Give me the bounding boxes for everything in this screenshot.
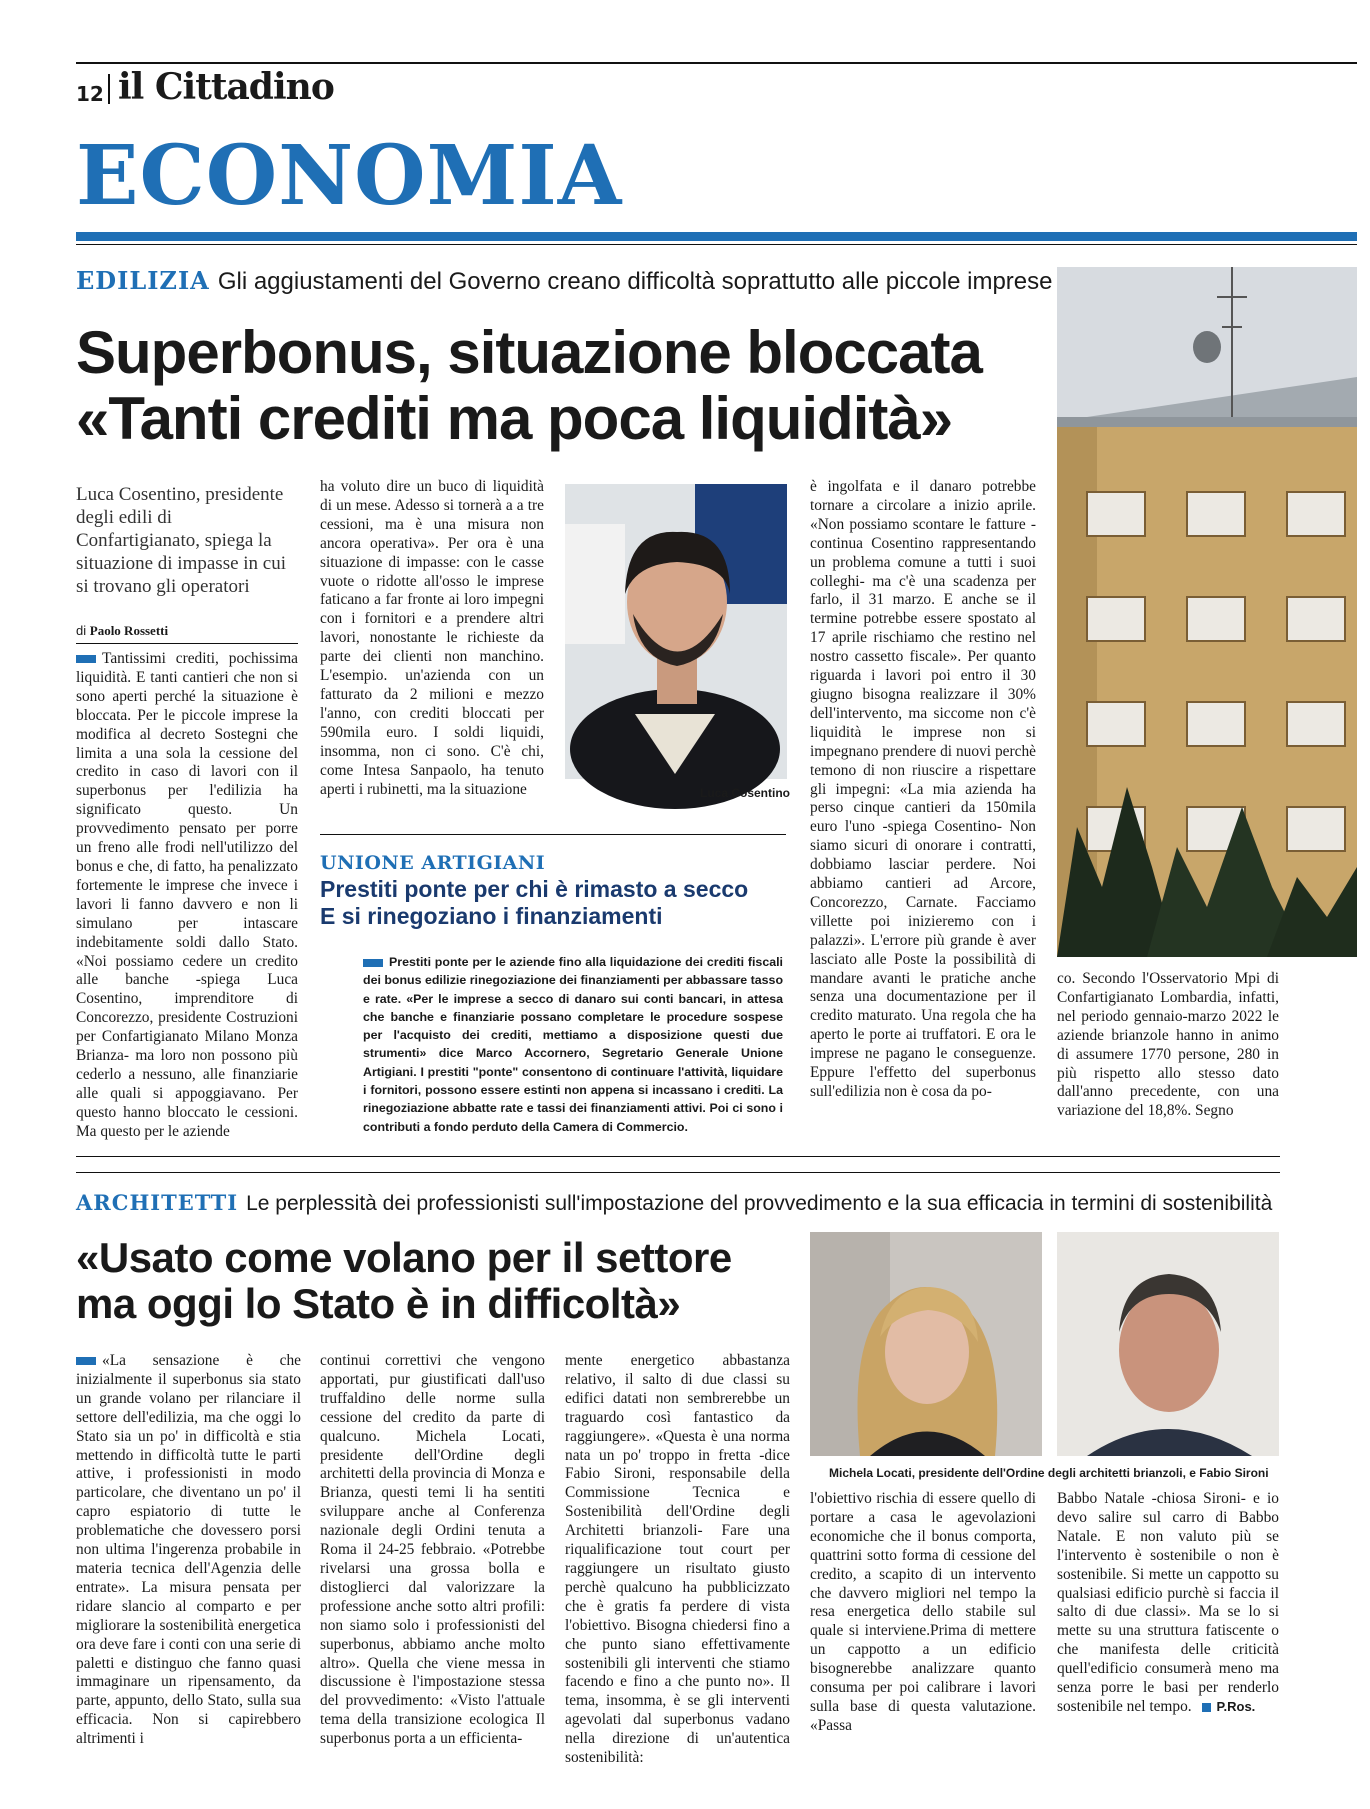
byline-author: Paolo Rossetti <box>89 623 169 638</box>
article1-summary: Luca Cosentino, presidente degli edili di Confartigianato, spiega la situazione di impasse in cui si trovano gli operatori <box>76 484 287 597</box>
article2-column-5 <box>1057 1490 1279 1792</box>
sidebar-text-body: Prestiti ponte per le aziende fino alla liquidazione dei crediti fiscali dei bonus edilizie rinegoziazione dei finanziamenti per abbassare tasso e rate. «Per le imprese a secco di danaro sui conti bancari, in attesa che banche e finanziarie possano completare le procedure sospese per l'acquisto dei crediti, mettiamo a disposizione questi due strumenti» dice Marco Accornero, Segretario Generale Unione Artigiani. I prestiti "ponte" consentono di continuare l'attività, liquidare i fornitori, possono essere estinti non appena si incassano i crediti. La rinegoziazione abbatte rate e tassi dei finanziamenti attivi. Poi ci sono i contributi a fondo perduto della Camera di Commercio. <box>363 955 784 1134</box>
article2-col5-text: Babbo Natale -chiosa Sironi- e io devo salire sul carro di Babbo Natale. E non valuto più se l'intervento è sostenibile o non è sostenibile. Si mette un cappotto su qualsiasi edificio purchè si faccia il salto di due classi». Ma se lo si mette su una struttura fatiscente o che manifesta delle criticità quell'edificio consumerà meno ma senza porre le basi per renderlo sostenibile nel tempo. <box>1057 1490 1279 1715</box>
article2-kicker-label: ARCHITETTI <box>76 1190 239 1215</box>
article1-kicker-label: EDILIZIA <box>76 266 210 295</box>
sidebar-text <box>363 953 784 1134</box>
sidebar-title-line2: E si rinegoziano i finanziamenti <box>320 903 663 929</box>
article2-column-4 <box>810 1490 1036 1792</box>
article2-column-3 <box>565 1352 790 1792</box>
article1-byline <box>76 623 168 639</box>
article1-kicker <box>76 266 1052 296</box>
article2-lead-marker <box>76 1357 96 1365</box>
article2-signature: P.Ros. <box>1216 1698 1256 1714</box>
signature-marker <box>1202 1703 1211 1712</box>
article2-headline-line2: ma oggi lo Stato è in difficoltà» <box>76 1280 681 1327</box>
article1-headline-line2: «Tanti crediti ma poca liquidità» <box>76 385 953 452</box>
page-number: 12 <box>76 82 104 106</box>
article1-col4-text: co. Secondo l'Osservatorio Mpi di Confartigianato Lombardia, infatti, nel periodo gennaio-marzo 2022 le aziende brianzole hanno in animo di assumere 1770 persone, 280 in più rispetto allo stesso dato dall'anno precedente, con una variazione del 18,8%. Segno <box>1057 970 1279 1120</box>
article2-col3-text: mente energetico abbastanza relativo, il salto di due classi su edifici datati non sembrerebbe un traguardo così fantastico da raggiungere». «Questa è una norma nata un po' troppo in fretta -dice Fabio Sironi, responsabile della Commissione Tecnica e Sostenibilità dell'Ordine degli Architetti brianzoli- Fare una riqualificazione tout court per raggiungere un risultato giusto perchè qualcuno ha pubblicizzato che è gratis fa perdere di vista l'obiettivo. Bisogna chiedersi fino a che punto siano effettivamente sostenibili gli interventi che stiamo facendo e fino a che punto no». Il tema, insomma, è se gli interventi agevolati dal superbonus vadano nella direzione di un'autentica sostenibilità: <box>565 1352 790 1767</box>
sidebar-kicker: UNIONE ARTIGIANI <box>320 852 546 874</box>
article2-kicker-text: Le perplessità dei professionisti sull'impostazione del provvedimento e la sua efficacia in termini di sostenibilità <box>246 1192 1273 1215</box>
newspaper-name: il Cittadino <box>118 66 334 108</box>
article2-column-2 <box>320 1352 545 1792</box>
cosentino-photo <box>565 484 787 779</box>
sironi-photo <box>1057 1232 1279 1456</box>
article1-column-1 <box>76 650 298 1140</box>
building-photo <box>1057 267 1357 957</box>
sidebar-title <box>320 876 748 930</box>
cosentino-caption: Luca Cosentino <box>700 786 791 800</box>
article1-headline <box>76 320 1036 452</box>
article2-col1-text: «La sensazione è che inizialmente il superbonus sia stato un grande volano per rilanciare il settore dell'edilizia, ma che oggi lo Stato sia un po' in difficoltà e stia mettendo in difficoltà tutte le parti attive, i professionisti in modo particolare, che diventano un po' il capro espiatorio di tutte le problematiche che dovessero porsi non ultima l'ingerenza probabile in materia tecnica dell'Agenzia delle entrate». La misura pensata per ridare slancio al comparto e per migliorare la sostenibilità energetica ora deve fare i conti con una serie di paletti e distinguo che fanno quasi immaginare un ripensamento, da parte, appunto, dello Stato, sulla sua efficacia. Non si capirebbero altrimenti i <box>76 1352 301 1748</box>
section-title: ECONOMIA <box>76 128 623 224</box>
article2-col2-text: continui correttivi che vengono apportati, pur giustificati dall'uso truffaldino delle norme sulla cessione del credito da parte di qualcuno. Michela Locati, presidente dell'Ordine degli architetti della provincia di Monza e Brianza, questi temi li ha sentiti sviluppare anche al Conferenza nazionale degli Ordini tenuta a Roma il 24-25 febbraio. «Potrebbe rivelarsi una grossa bolla e distoglierci dal valorizzare la professione anche sotto altri profili: non siamo solo i professionisti del superbonus, abbiamo anche molto altro». Quella che viene messa in discussione è l'impostazione stessa del provvedimento: «Visto l'attuale tema della transizione ecologica Il superbonus porta a un efficienta- <box>320 1352 545 1748</box>
architects-caption: Michela Locati, presidente dell'Ordine degli architetti brianzoli, e Fabio Sironi <box>829 1466 1269 1480</box>
article1-col3-text: è ingolfata e il danaro potrebbe tornare a circolare a inizio aprile. «Non possiamo scontare le fatture -continua Cosentino rappresentando un problema comune a tutti i suoi colleghi- ma c'è una scadenza per farlo, il 31 marzo. E anche se il termine potrebbe essere spostato al 17 aprile rischiamo che restino nel nostro cassetto fiscale». Per quanto riguarda i lavori poi entro il 30 giugno bisogna realizzare il 30% dell'intervento, ma siccome non c'è liquidità le imprese non si impegnano prendere di nuovi perchè temono di non riuscire a rispettare gli impegni: «La mia azienda ha perso cinque cantieri da 150mila euro l'uno -spiega Cosentino- Non siamo sicuri di onorare i contratti, dobbiamo lasciar perdere. Noi abbiamo cantieri ad Arcore, Concorezzo, Carnate. Facciamo villette poi inizieremo con i palazzi». L'errore più grande è aver lasciato alle Poste la possibilità di mandare avanti le pratiche anche senza una documentazione per il credito maturato. Una regola che ha aperto le porte ai truffatori. E ora le imprese ne pagano le conseguenze. Eppure l'effetto del superbonus sull'edilizia non è cosa da po- <box>810 478 1036 1100</box>
article1-kicker-text: Gli aggiustamenti del Governo creano difficoltà soprattutto alle piccole imprese <box>217 268 1053 295</box>
locati-photo <box>810 1232 1042 1456</box>
section-rule <box>76 232 1357 241</box>
sidebar-lead-marker <box>363 959 383 967</box>
article2-column-1 <box>76 1352 301 1792</box>
article1-column-3 <box>810 478 1036 1122</box>
lead-marker <box>76 655 96 663</box>
article1-column-2 <box>320 478 544 811</box>
article2-headline-line1: «Usato come volano per il settore <box>76 1234 732 1281</box>
article1-headline-line1: Superbonus, situazione bloccata <box>76 319 982 386</box>
article2-headline <box>76 1235 796 1327</box>
article2-col4-text: l'obiettivo rischia di essere quello di portare a casa le agevolazioni economiche che il bonus comporta, quattrini sotto forma di cessione del credito, a scapito di un intervento che davvero migliori nel tempo la resa energetica dello stabile sul quale si interviene.Prima di mettere un cappotto a un edificio bisognerebbe analizzare quanto consuma per poi calibrare i lavori sulla base di questa valutazione. «Passa <box>810 1490 1036 1734</box>
article2-kicker <box>76 1190 1272 1216</box>
byline-prefix: di <box>76 623 87 638</box>
sidebar-title-line1: Prestiti ponte per chi è rimasto a secco <box>320 876 749 902</box>
article1-col2-text: ha voluto dire un buco di liquidità di un mese. Adesso si tornerà a a tre cessioni, ma è una misura non ancora operativa». Per ora è una situazione di impasse: con le casse vuote o ridotte all'osso le imprese faticano a far fronte ai loro impegni con i fornitori e a prendere altri lavori, nonostante le richieste da parte dei clienti non manchino. L'esempio. un'azienda con un fatturato da 2 milioni e mezzo l'anno, con crediti bloccati per 590mila euro. I soldi liquidi, insomma, non ci sono. C'è chi, come Intesa Sanpaolo, ha tenuto aperti i rubinetti, ma la situazione <box>320 478 544 798</box>
article1-column-4 <box>1057 970 1279 1122</box>
article1-col1-text: Tantissimi crediti, pochissima liquidità. E tanti cantieri che non si sono aperti perché la situazione è bloccata. Per le piccole imprese la modifica al decreto Sostegni che limita a una sola la cessione del credito in caso di lavori con il superbonus per l'edilizia ha significato questo. Un provvedimento pensato per porre un freno alle frodi nell'utilizzo del bonus e che, di fatto, ha penalizzato fortemente le imprese che invece i lavori li fanno davvero e non li simulano per intascare indebitamente soldi dallo Stato. «Noi possiamo cedere un credito alle banche -spiega Luca Cosentino, imprenditore di Concorezzo, presidente Costruzioni per Confartigianato Milano Monza Brianza- ma loro non possono più cederlo a nessuno, alle finanziarie alle quali si appoggiavano. Per questo hanno bloccato le cessioni. Ma questo per le aziende <box>76 650 298 1140</box>
